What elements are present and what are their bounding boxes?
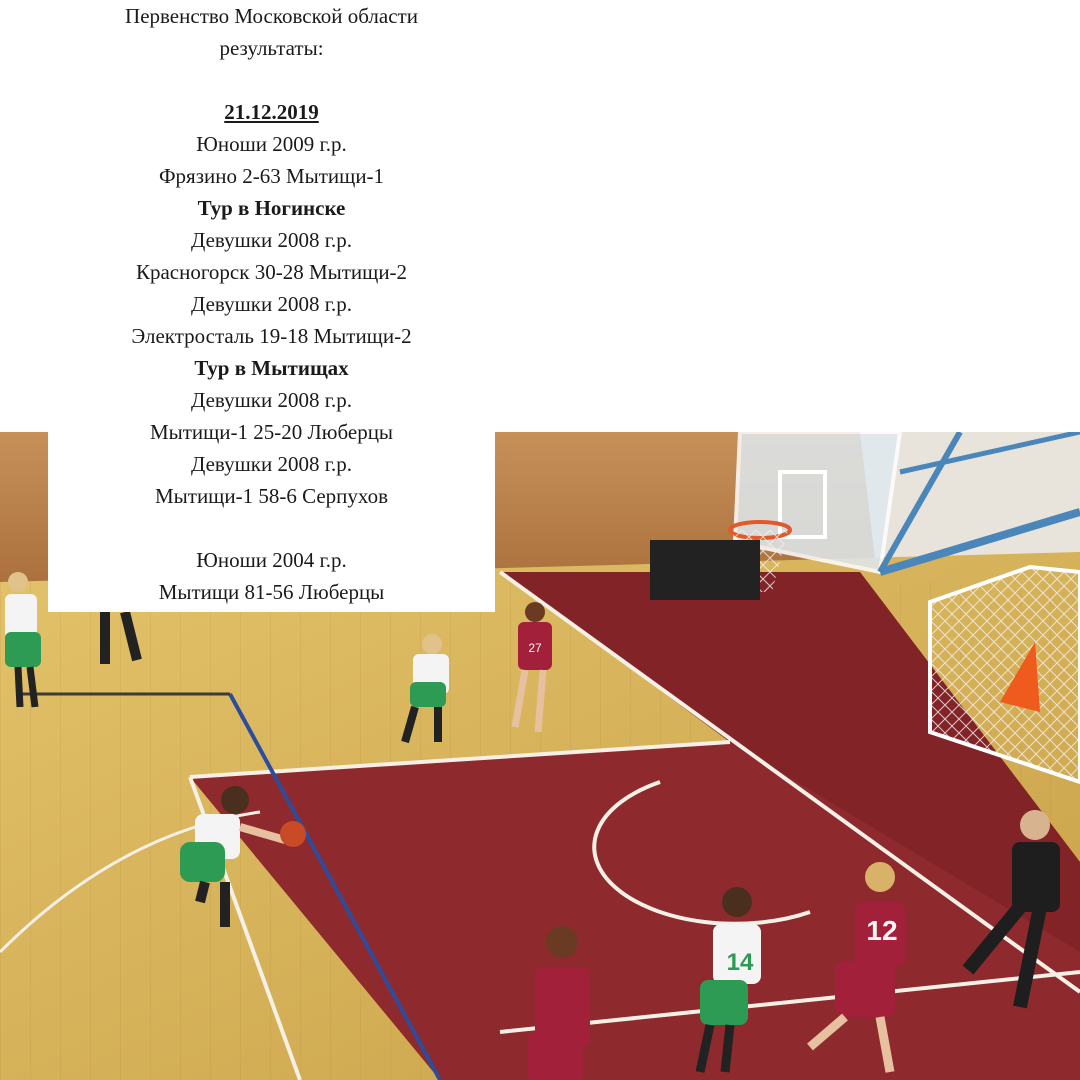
jersey-number-12: 12 [866,915,898,946]
basketball [280,821,306,847]
page-subtitle: результаты: [219,36,324,60]
jersey-number-14: 14 [726,949,754,976]
game-category: Девушки 2008 г.р. [191,228,352,252]
game-result: Красногорск 30-28 Мытищи-2 [135,260,408,284]
results-panel [48,0,495,612]
spacer [48,64,495,96]
game-category: Девушки 2008 г.р. [191,292,352,316]
game-result: Мытищи-1 58-6 Серпухов [154,484,389,508]
tour-heading-noginsk: Тур в Ногинске [197,196,346,220]
game-category: Юноши 2004 г.р. [196,548,347,572]
scorers-table [650,540,760,600]
game-result: Мытищи 81-56 Люберцы [158,580,385,604]
game-result: Электросталь 19-18 Мытищи-2 [131,324,412,348]
game-category: Юноши 2009 г.р. [196,132,347,156]
results-date: 21.12.2019 [224,100,319,124]
page-title: Первенство Московской области [125,4,418,28]
game-category: Девушки 2008 г.р. [191,452,352,476]
jersey-number-27: 27 [528,641,542,655]
spacer [48,512,495,544]
game-result: Фрязино 2-63 Мытищи-1 [158,164,385,188]
game-category: Девушки 2008 г.р. [191,388,352,412]
game-result: Мытищи-1 25-20 Люберцы [149,420,394,444]
tour-heading-mytishchi: Тур в Мытищах [194,356,349,380]
